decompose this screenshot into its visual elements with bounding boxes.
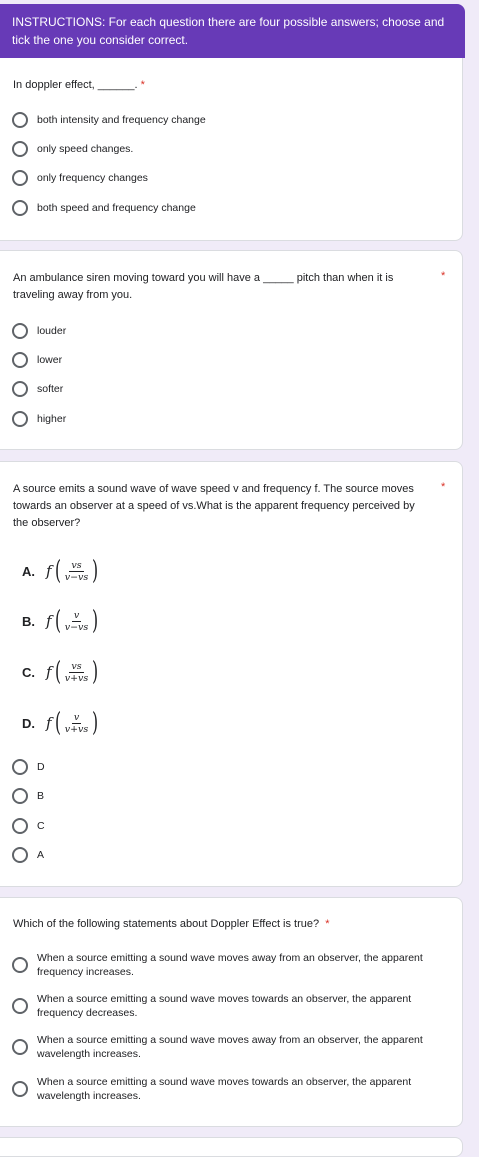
formula-denominator: v+vs	[64, 672, 89, 684]
q2-option-2[interactable]	[12, 352, 62, 368]
formula-f: f	[46, 612, 52, 630]
q4-option-3[interactable]	[12, 1033, 442, 1061]
formula-numerator: vs	[71, 660, 82, 672]
q3-option-1[interactable]	[12, 759, 45, 775]
formula-d: D. f ( $\frac{v}{v+vs}$ )	[22, 708, 99, 738]
radio-button[interactable]	[12, 759, 28, 775]
radio-button[interactable]	[12, 1081, 28, 1097]
radio-button[interactable]	[12, 381, 28, 397]
option-label: When a source emitting a sound wave moves towards an observer, the apparent frequency decreases.	[37, 993, 412, 1019]
question-4-text: Which of the following statements about Doppler Effect is true? *	[13, 918, 330, 930]
option-label: B	[37, 790, 45, 802]
required-mark: *	[441, 270, 446, 282]
formula-denominator: v−vs	[64, 621, 89, 633]
option-label: higher	[37, 413, 67, 425]
option-label: softer	[37, 383, 64, 395]
radio-button[interactable]	[12, 847, 28, 863]
formula-numerator: v	[73, 711, 80, 723]
option-label: When a source emitting a sound wave moves away from an observer, the apparent wavelength increases.	[37, 1034, 423, 1060]
question-card-3	[0, 461, 463, 887]
option-label: C	[37, 820, 45, 832]
formula-letter: C.	[22, 664, 35, 680]
q1-option-2[interactable]	[12, 141, 133, 157]
q4-option-1[interactable]	[12, 951, 442, 979]
formula-numerator: vs	[71, 559, 82, 571]
question-card-5	[0, 1137, 463, 1157]
q3-option-2[interactable]	[12, 788, 44, 804]
option-label: only frequency changes	[37, 172, 148, 184]
option-label: When a source emitting a sound wave moves away from an observer, the apparent frequency increases.	[37, 952, 423, 978]
required-mark: *	[441, 481, 446, 493]
option-label: lower	[37, 354, 63, 366]
option-label: A	[37, 849, 45, 861]
instructions-text: INSTRUCTIONS: For each question there are four possible answers; choose and tick the one you consider correct.	[12, 15, 445, 47]
q2-option-4[interactable]	[12, 411, 66, 427]
formula-a: A. f ( $\frac{vs}{v-vs}$ )	[22, 556, 99, 586]
form-instructions-header	[0, 4, 465, 58]
required-mark: *	[140, 79, 145, 91]
q4-option-4[interactable]	[12, 1075, 442, 1103]
question-card-4	[0, 897, 463, 1127]
question-card-2	[0, 250, 463, 450]
formula-b: B. f ( $\frac{v}{v-vs}$ )	[22, 606, 99, 636]
formula-f: f	[46, 663, 52, 681]
radio-button[interactable]	[12, 957, 28, 973]
option-label: only speed changes.	[37, 143, 134, 155]
radio-button[interactable]	[12, 141, 28, 157]
option-label: both intensity and frequency change	[37, 114, 206, 126]
option-label: D	[37, 761, 45, 773]
radio-button[interactable]	[12, 200, 28, 216]
radio-button[interactable]	[12, 818, 28, 834]
radio-button[interactable]	[12, 998, 28, 1014]
formula-f: f	[46, 562, 52, 580]
question-2-text: An ambulance siren moving toward you will have a _____ pitch than when it is traveling away from you.	[13, 272, 394, 301]
q2-option-3[interactable]	[12, 381, 63, 397]
formula-denominator: v−vs	[64, 571, 89, 583]
question-card-1	[0, 58, 463, 241]
option-label: both speed and frequency change	[37, 202, 196, 214]
q3-option-3[interactable]	[12, 818, 45, 834]
radio-button[interactable]	[12, 352, 28, 368]
formula-letter: B.	[22, 613, 35, 629]
q1-option-4[interactable]	[12, 200, 196, 216]
q2-option-1[interactable]	[12, 323, 66, 339]
option-label: When a source emitting a sound wave moves towards an observer, the apparent wavelength increases.	[37, 1076, 412, 1102]
option-label: louder	[37, 325, 67, 337]
radio-button[interactable]	[12, 323, 28, 339]
q4-option-2[interactable]	[12, 992, 442, 1020]
radio-button[interactable]	[12, 411, 28, 427]
formula-letter: A.	[22, 563, 35, 579]
required-mark: *	[325, 918, 330, 930]
formula-c: C. f ( $\frac{vs}{v+vs}$ )	[22, 657, 99, 687]
radio-button[interactable]	[12, 1039, 28, 1055]
q3-option-4[interactable]	[12, 847, 44, 863]
radio-button[interactable]	[12, 788, 28, 804]
q1-option-1[interactable]	[12, 112, 206, 128]
radio-button[interactable]	[12, 112, 28, 128]
question-1-text: In doppler effect, ______. *	[13, 79, 145, 91]
q1-option-3[interactable]	[12, 170, 148, 186]
question-3-text: A source emits a sound wave of wave speed v and frequency f. The source moves towards an observer at a speed of vs.What is the apparent frequency perceived by the observer?	[13, 483, 415, 529]
formula-letter: D.	[22, 715, 35, 731]
radio-button[interactable]	[12, 170, 28, 186]
formula-f: f	[46, 714, 52, 732]
formula-numerator: v	[73, 609, 80, 621]
formula-denominator: v+vs	[64, 723, 89, 735]
